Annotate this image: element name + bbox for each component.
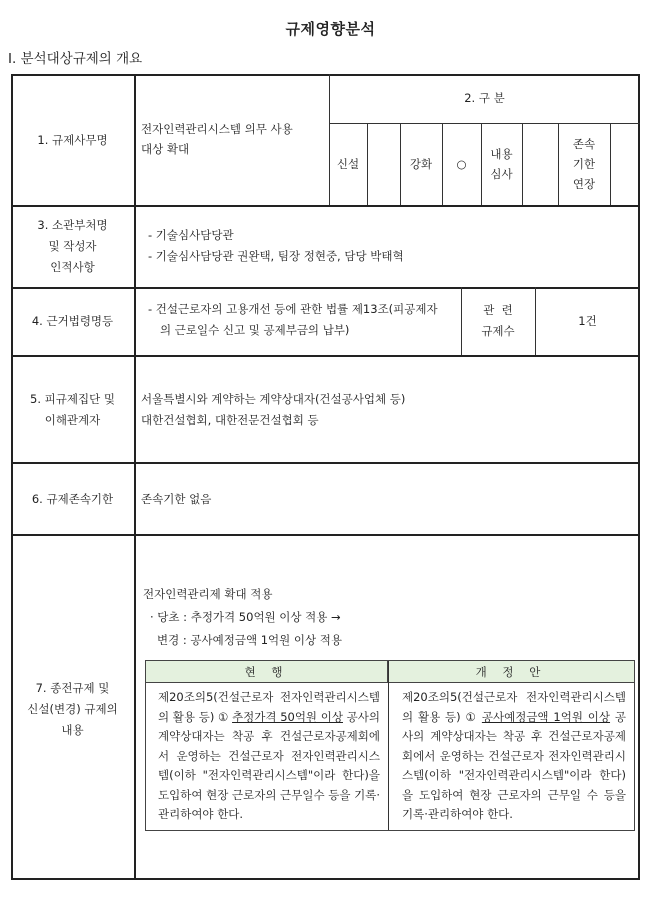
change-label: 신설(변경) 규제의 — [27, 702, 118, 716]
stakeholders-line: 서울특별시와 계약하는 계약상대자(건설공사업체 등) — [141, 392, 406, 406]
change-before-line: · 당초 : 추정가격 50억원 이상 적용 → — [150, 610, 341, 624]
revised-provision — [402, 688, 626, 825]
ministry-label: 및 작성자 — [48, 239, 97, 253]
category-content-review: 심사 — [490, 167, 513, 181]
legal-basis-line: 의 근로일수 신고 및 공제부금의 납부) — [160, 323, 350, 337]
regulation-name-line: 대상 확대 — [141, 142, 190, 156]
category-strengthen: 강화 — [409, 157, 433, 171]
revised-provision-text: 제20조의5(건설근로자 전자인력관리시스템의 활용 등) ① — [402, 690, 626, 724]
revised-header: 개 정 안 — [388, 661, 634, 683]
change-intro: 전자인력관리제 확대 적용 — [143, 587, 273, 601]
row-divider — [11, 534, 640, 536]
comparison-divider — [388, 661, 389, 830]
ministry-label: 인적사항 — [50, 260, 95, 274]
row-divider — [11, 205, 640, 207]
change-label: 7. 종전규제 및 — [35, 681, 110, 695]
category-divider — [329, 123, 640, 124]
ministry-label: 3. 소관부처명 — [37, 218, 108, 232]
col-divider — [610, 123, 611, 205]
current-provision — [158, 688, 380, 825]
legal-basis-label: 4. 근거법령명등 — [31, 314, 114, 328]
change-label: 내용 — [61, 723, 84, 737]
category-content-review: 내용 — [490, 147, 513, 161]
revised-provision-text: 공사의 계약상대자는 착공 후 건설근로자공제회에서 운영하는 건설근로자 전자인력관리시스템(이하 "전자인력관리시스템"이라 한다)을 도입하여 현장 근로자의 근무일 수 등을 기록·관리하여야 한다. — [402, 709, 627, 821]
regulation-name-label: 1. 규제사무명 — [37, 133, 108, 147]
section-heading: Ⅰ. 분석대상규제의 개요 — [8, 51, 143, 67]
current-provision-text: 공사의 계약상대자는 착공 후 건설근로자공제회에서 운영하는 건설근로자 전자인력관리시스템(이하 "전자인력관리시스템"이라 한다)을 도입하여 현장 근로자의 근무일수 등을 기록·관리하여야 한다. — [158, 709, 380, 821]
row-divider — [11, 462, 640, 464]
related-count-label: 관 련 — [483, 303, 513, 317]
ministry-line: - 기술심사담당관 — [148, 228, 234, 242]
col-divider — [522, 123, 523, 205]
current-provision-text: 제20조의5(건설근로자 전자인력관리시스템의 활용 등) ① — [158, 690, 380, 724]
category-header: 2. 구 분 — [464, 91, 505, 105]
category-extension: 연장 — [572, 177, 596, 191]
stakeholders-label: 이해관계자 — [44, 413, 101, 427]
revised-provision-highlight: 공사예정금액 1억원 이상 — [481, 709, 611, 724]
related-count-value: 1건 — [578, 314, 597, 328]
duration-value: 존속기한 없음 — [141, 492, 212, 506]
current-provision-highlight: 추정가격 50억원 이상 — [232, 709, 343, 724]
regulation-name-line: 전자인력관리시스템 의무 사용 — [141, 122, 293, 136]
change-after-line: 변경 : 공사예정금액 1억원 이상 적용 — [157, 633, 342, 647]
category-extension: 존속 — [572, 137, 596, 151]
row-divider — [11, 287, 640, 289]
stakeholders-label: 5. 피규제집단 및 — [30, 392, 115, 406]
category-new: 신설 — [336, 157, 360, 171]
ministry-line: - 기술심사담당관 권완택, 팀장 정현중, 담당 박태혁 — [148, 249, 404, 263]
row-divider — [11, 355, 640, 357]
legal-basis-line: - 건설근로자의 고용개선 등에 관한 법률 제13조(피공제자 — [148, 302, 438, 316]
current-header: 현 행 — [146, 661, 388, 683]
label-column-divider — [134, 74, 136, 880]
col-divider — [367, 123, 368, 205]
duration-label: 6. 규제존속기한 — [31, 492, 114, 506]
page-title: 규제영향분석 — [285, 20, 376, 38]
comparison-table — [145, 660, 635, 831]
category-strengthen-mark: ○ — [456, 157, 467, 171]
category-extension: 기한 — [572, 157, 596, 171]
related-count-label: 규제수 — [481, 324, 515, 338]
stakeholders-line: 대한건설협회, 대한전문건설협회 등 — [141, 413, 319, 427]
